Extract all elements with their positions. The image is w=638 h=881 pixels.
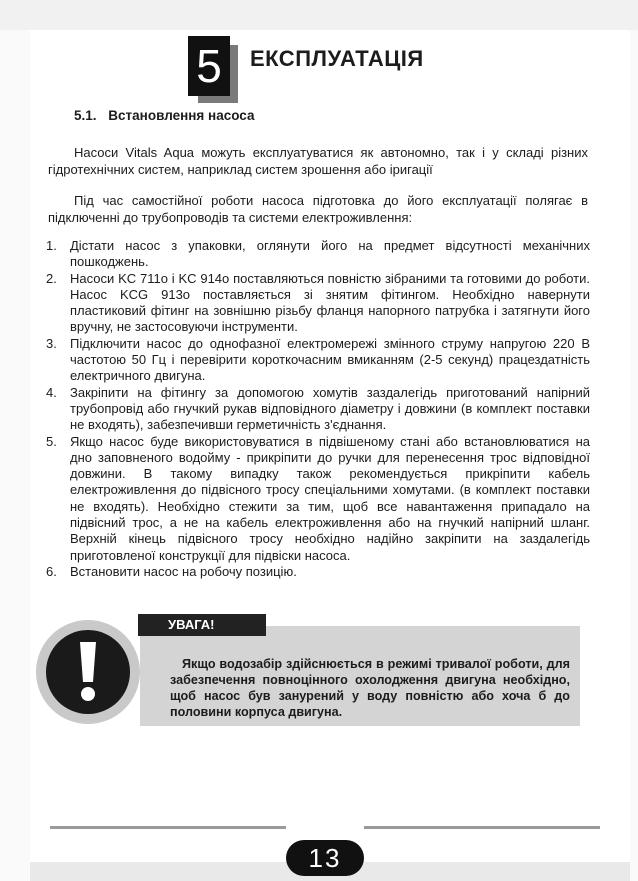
preparation-paragraph: Під час самостійної роботи насоса підготовка до його експлуатації полягає в підключенні до трубопроводів та системи електроживлення: [48,193,588,225]
step-number: 6. [46,563,57,579]
warning-label: УВАГА! [138,614,266,636]
step-text: Підключити насос до однофазної електромережі змінного струму напругою 220 В частотою 50 Гц і перевірити короткочасним вмиканням (2-5 секунд) працездатність електричного двигуна. [70,335,590,384]
list-item [46,434,590,564]
step-text: Якщо насос буде використовуватися в підвішеному стані або встановлюватися на дно заповненого водойму - прикріпити до ручки для перенесення трос відповідної довжини. В такому випадку також рекомендується прикріпити кабель електроживлення до підвісного тросу спеціальними хомутами. (в комплект поставки не входять). Необхідно стежити за тим, щоб все навантаження припадало на підвісний трос, а не на кабель електроживлення або на гнучкий напірний шланг. Верхній кінець підвісного тросу необхідно надійно закріпити на заздалегідь приготовленої конструкції для підвіски насоса. [70,433,590,563]
step-text: Закріпити на фітингу за допомогою хомутів заздалегідь приготований напірний трубопровід або гнучкий рукав відповідного діаметру і довжини (в комплект поставки не входять), забезпечивши герметичність з'єднання. [70,384,590,433]
chapter-title: ЕКСПЛУАТАЦІЯ [250,46,424,71]
list-item [46,385,590,434]
installation-steps [46,238,590,580]
chapter-number: 5 [188,36,230,96]
step-number: 3. [46,335,57,351]
list-item [46,238,590,271]
footer-rule-left [50,826,286,829]
step-text: Насоси KC 711o і KC 914o поставляються повністю зібраними та готовими до роботи. Насос KCG 913o поставляється зі знятим фітингом. Необхідно навернути пластиковий фітинг на зовнішню різьбу фланця напорного патрубка і затягнути його вручну, не застосовуючи інструменти. [70,270,590,335]
step-text: Встановити насос на робочу позицію. [70,563,297,579]
section-number: 5.1. [74,108,97,123]
exclamation-icon [77,642,99,702]
section-title: Встановлення насоса [108,108,255,123]
page-number: 13 [286,840,364,876]
list-item [46,336,590,385]
top-margin [0,0,638,30]
intro-paragraph: Насоси Vitals Aqua можуть експлуатуватися як автономно, так і у складі різних гідротехнічних систем, наприклад систем зрошення або іригації [48,145,588,177]
step-number: 4. [46,384,57,400]
footer-rule-right [364,826,600,829]
list-item [46,564,590,580]
step-number: 1. [46,238,57,253]
step-text: Дістати насос з упаковки, оглянути його на предмет відсутності механічних пошкоджень. [70,238,590,270]
step-number: 5. [46,433,57,449]
step-number: 2. [46,270,57,286]
section-heading [74,108,254,123]
list-item [46,271,590,336]
warning-text: Якщо водозабір здійснюється в режимі тривалої роботи, для забезпечення повноцінного охолодження двигуна необхідно, щоб насос був занурений у воду повністю або хоча б до половини корпуса двигуна. [170,657,570,719]
